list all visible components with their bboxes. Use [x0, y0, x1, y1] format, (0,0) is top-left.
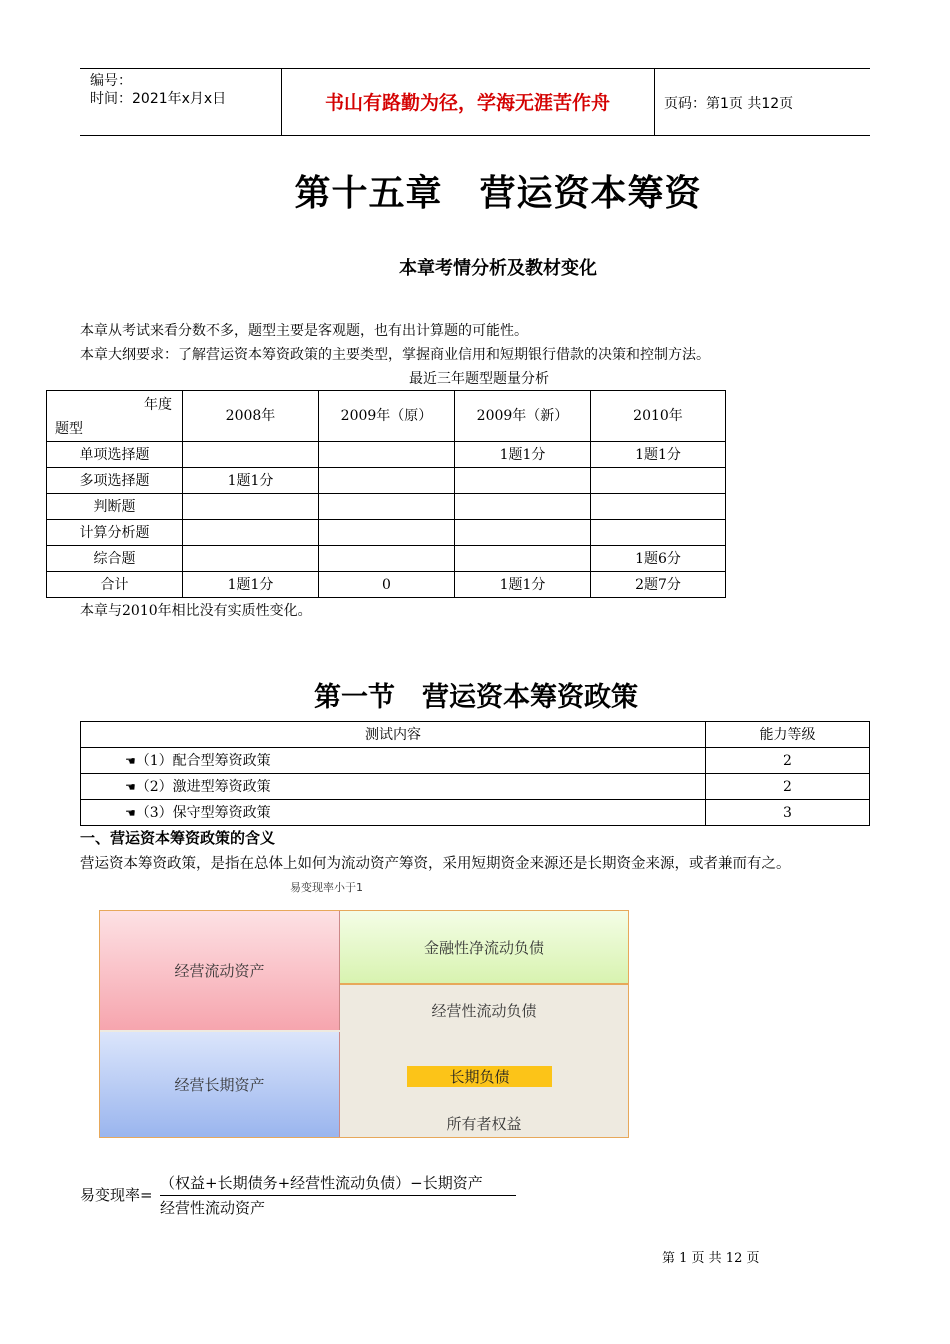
- definition-paragraph: 营运资本筹资政策，是指在总体上如何为流动资产筹资，采用短期资金来源还是长期资金来源，或者兼而有之。: [80, 856, 791, 872]
- change-note: 本章与2010年相比没有实质性变化。: [80, 603, 312, 619]
- table-cell: [591, 494, 726, 520]
- table-header-row: [81, 722, 870, 748]
- table-cell: 2: [706, 774, 870, 800]
- header-bottom-rule: [80, 135, 870, 136]
- table-cell: [319, 442, 455, 468]
- operating-long-term-assets-block: [100, 1032, 340, 1137]
- table-cell: [183, 442, 319, 468]
- table-cell: 1题1分: [183, 468, 319, 494]
- financial-net-current-liabilities-label: 金融性净流动负债: [423, 938, 544, 957]
- long-term-liabilities-label: 长期负债: [407, 1066, 552, 1087]
- table-cell: [319, 546, 455, 572]
- table-cell: 2: [706, 748, 870, 774]
- table-row: [81, 748, 870, 774]
- table-cell: 1题6分: [591, 546, 726, 572]
- pointing-hand-icon: ☚: [125, 779, 136, 794]
- owners-equity-label: 所有者权益: [446, 1114, 522, 1133]
- page-footer: 第 1 页 共 12 页: [662, 1251, 760, 1266]
- table-row: [47, 546, 726, 572]
- operating-long-term-assets-label: 经营长期资产: [174, 1076, 265, 1094]
- row-label: 判断题: [47, 494, 183, 520]
- question-type-table: [46, 390, 726, 598]
- table-cell: 1题1分: [455, 442, 591, 468]
- table-cell: 3: [706, 800, 870, 826]
- row-label: 单项选择题: [47, 442, 183, 468]
- row-label: 合计: [47, 572, 183, 598]
- table-cell: [591, 520, 726, 546]
- table-cell: [455, 494, 591, 520]
- table-row: [47, 468, 726, 494]
- column-header: 2009年（原）: [319, 391, 455, 442]
- corner-year-label: 年度: [144, 397, 172, 413]
- chapter-subtitle: 本章考情分析及教材变化: [399, 258, 597, 279]
- pointing-hand-icon: ☚: [125, 753, 136, 768]
- section-title: 第一节 营运资本筹资政策: [314, 682, 638, 713]
- header-time-label: 时间：2021年x月x日: [90, 91, 227, 107]
- row-label: 综合题: [47, 546, 183, 572]
- subsection-heading: 一、营运资本筹资政策的含义: [80, 829, 276, 847]
- column-header: 能力等级: [706, 722, 870, 748]
- table-cell: 2题7分: [591, 572, 726, 598]
- table-cell: [591, 468, 726, 494]
- operating-current-liabilities-label: 经营性流动负债: [431, 1001, 537, 1020]
- table1-caption: 最近三年题型题量分析: [409, 371, 549, 387]
- table-cell: [81, 748, 706, 774]
- table-row: [47, 572, 726, 598]
- table-cell: [319, 468, 455, 494]
- table-corner-cell: [47, 391, 183, 442]
- table-cell: [183, 546, 319, 572]
- table-cell: 1题1分: [183, 572, 319, 598]
- table-cell: [81, 774, 706, 800]
- row-label: 计算分析题: [47, 520, 183, 546]
- table-row: [81, 774, 870, 800]
- operating-current-assets-label: 经营流动资产: [174, 962, 265, 980]
- header-page-label: 页码：第1页 共12页: [664, 96, 794, 112]
- column-header: 2009年（新）: [455, 391, 591, 442]
- row-label: 多项选择题: [47, 468, 183, 494]
- test-content-table: [80, 721, 870, 826]
- chapter-title: 第十五章 营运资本筹资: [294, 172, 702, 214]
- table-cell: [319, 520, 455, 546]
- formula-label: 易变现率=: [80, 1186, 153, 1204]
- header-number-label: 编号：: [90, 73, 132, 89]
- header-top-rule: [80, 68, 870, 69]
- table-row: [81, 800, 870, 826]
- diagram-caption: 易变现率小于1: [290, 881, 363, 894]
- table-row: [47, 494, 726, 520]
- table-cell: [455, 468, 591, 494]
- operating-current-assets-block: [100, 911, 340, 1030]
- intro-paragraph-2: 本章大纲要求：了解营运资本筹资政策的主要类型，掌握商业信用和短期银行借款的决策和控制方法。: [80, 347, 710, 363]
- table-cell: 1题1分: [591, 442, 726, 468]
- header-divider-right: [654, 69, 655, 135]
- table-row: [47, 520, 726, 546]
- formula-numerator: （权益+长期债务+经营性流动负债）−长期资产: [160, 1174, 483, 1192]
- table-cell: 1题1分: [455, 572, 591, 598]
- column-header: 测试内容: [81, 722, 706, 748]
- test-item-label: （2）激进型筹资政策: [135, 778, 271, 795]
- table-cell: [455, 520, 591, 546]
- test-item-label: （3）保守型筹资政策: [135, 804, 271, 821]
- column-header: 2010年: [591, 391, 726, 442]
- table-header-row: [47, 391, 726, 442]
- fraction-bar: [160, 1195, 516, 1196]
- corner-type-label: 题型: [55, 421, 83, 437]
- table-cell: [183, 494, 319, 520]
- table-cell: [183, 520, 319, 546]
- table-row: [47, 442, 726, 468]
- test-item-label: （1）配合型筹资政策: [135, 752, 271, 769]
- pointing-hand-icon: ☚: [125, 805, 136, 820]
- table-cell: [319, 494, 455, 520]
- header-motto: 书山有路勤为径，学海无涯苦作舟: [324, 92, 610, 114]
- column-header: 2008年: [183, 391, 319, 442]
- table-cell: [455, 546, 591, 572]
- formula-denominator: 经营性流动资产: [160, 1199, 266, 1217]
- intro-paragraph-1: 本章从考试来看分数不多，题型主要是客观题，也有出计算题的可能性。: [80, 323, 528, 339]
- table-cell: [81, 800, 706, 826]
- financial-net-current-liabilities-block: [340, 911, 628, 985]
- table-cell: 0: [319, 572, 455, 598]
